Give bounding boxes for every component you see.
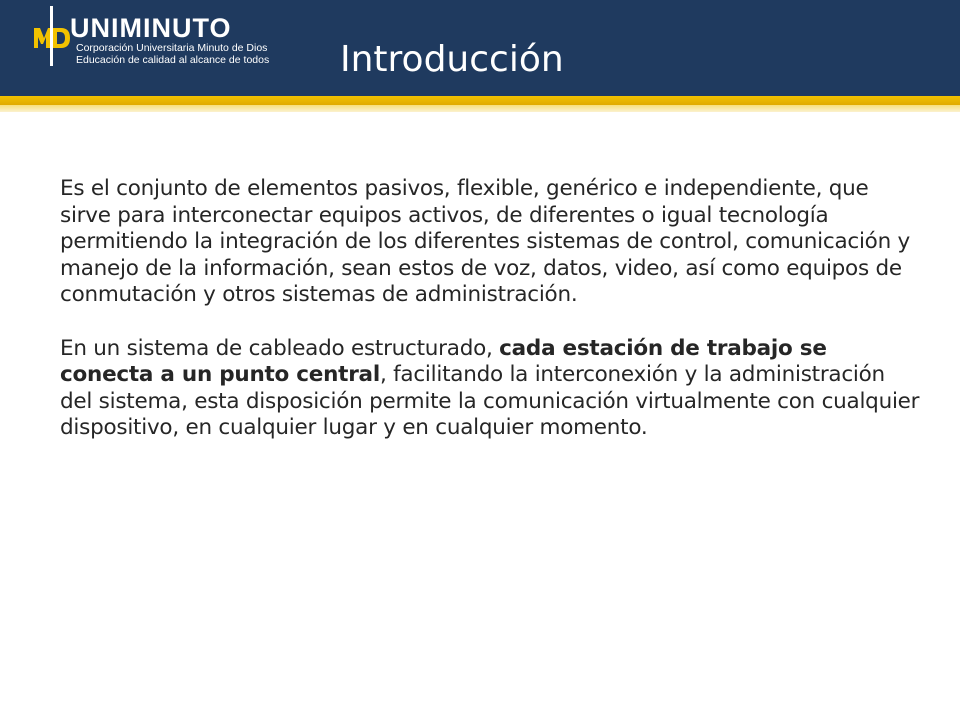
- paragraph-definition: Es el conjunto de elementos pasivos, flexible, genérico e independiente, que sirve para interconectar equipos activos, de diferentes o igual tecnología permitiendo la integración de los diferentes sistemas de control, comunicación y manejo de la información, sean estos de voz, datos, video, así como equipos de conmutación y otros sistemas de administración.: [60, 176, 911, 307]
- paragraph2-rest: , facilitando la interconexión y la administración del sistema, esta disposición permite la comunicación virtualmente con cualquier dispositivo, en cualquier lugar y en cualquier momento.: [60, 362, 920, 440]
- uniminuto-logo: [30, 6, 270, 70]
- slide-title: Introducción: [340, 39, 564, 80]
- slide-content: [60, 176, 920, 469]
- paragraph2-intro: En un sistema de cableado estructurado,: [60, 335, 500, 361]
- logo-subtitle-line1: Corporación Universitaria Minuto de Dios: [76, 42, 268, 54]
- header-gold-stripe: [0, 96, 960, 105]
- paragraph-structured-cabling: [60, 336, 920, 442]
- md-logo-icon: [30, 6, 74, 70]
- paragraph2-bold: cada estación de trabajo se conecta a un punto central: [60, 335, 827, 387]
- logo-subtitle-line2: Educación de calidad al alcance de todos: [76, 54, 270, 66]
- logo-name: UNIMINUTO: [70, 13, 232, 43]
- slide-header: [0, 0, 960, 96]
- header-light-stripe: [0, 105, 960, 112]
